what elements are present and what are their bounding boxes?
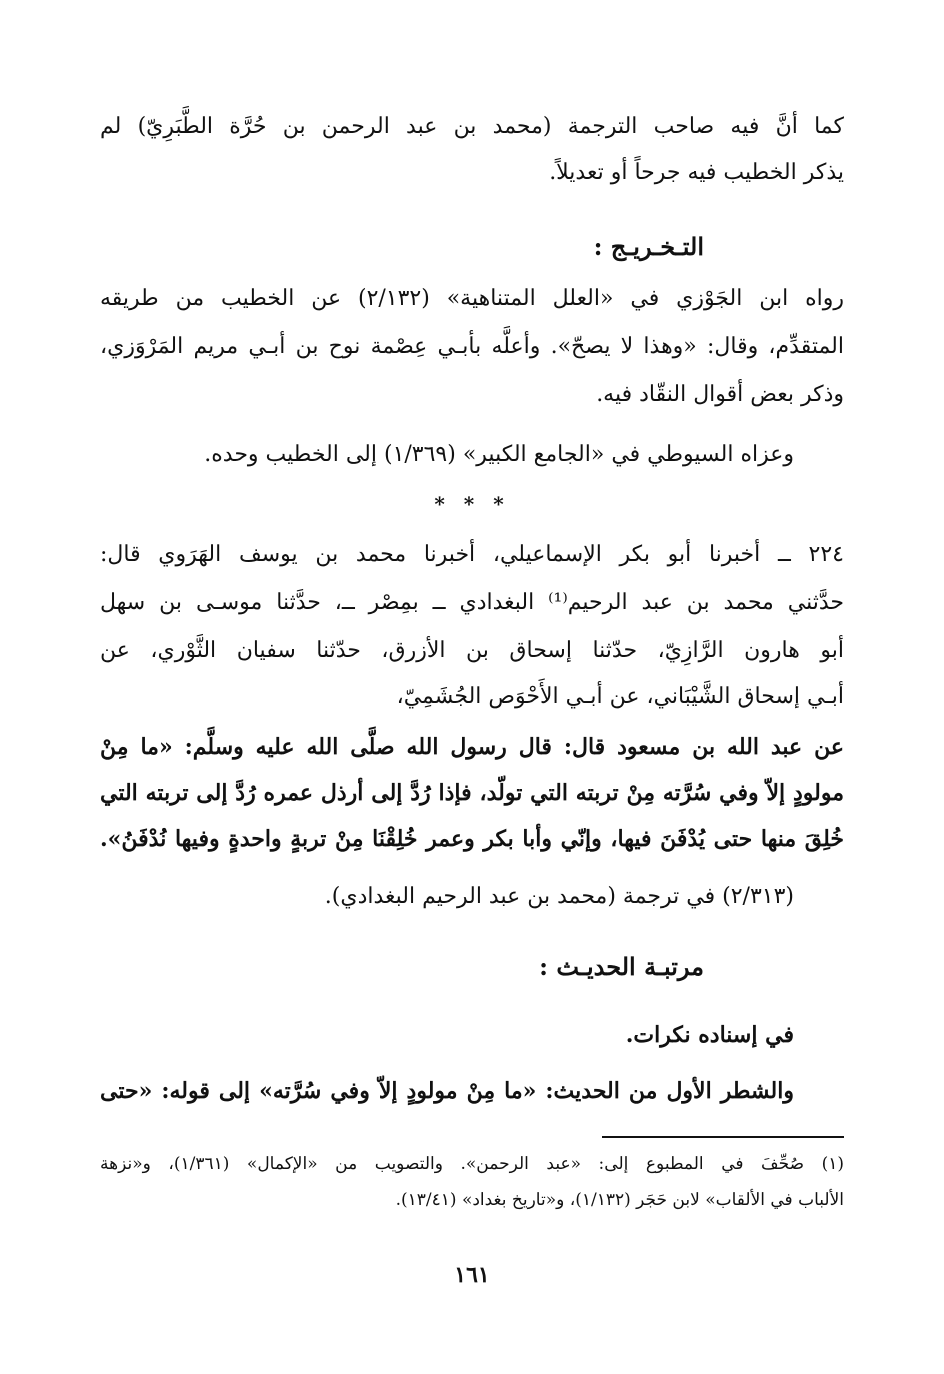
footnote-line: الألباب في الألقاب» لابن حَجَر (١/١٣٢)، و«تاريخ بغداد» (١٣/٤١). — [395, 1190, 844, 1210]
paragraph-line: وذكر بعض أقوال النقّاد فيه. — [596, 382, 844, 407]
paragraph-line: يذكر الخطيب فيه جرحاً أو تعديلاً. — [549, 160, 844, 185]
hadith-isnad-line: ٢٢٤ ــ أخبرنا أبو بكر الإسماعيلي، أخبرنا محمد بن يوسف الهَرَوي قال: — [100, 542, 844, 567]
rutba-text: والشطر الأول من الحديث: «ما مِنْ مولودٍ إلاّ وفي سُرَّته» إلى قوله: «حتى — [100, 1078, 794, 1104]
section-heading-rutba: مرتبـة الحديـث : — [539, 952, 704, 981]
hadith-isnad-line: أبو هارون الرَّازِيّ، حدّثنا إسحاق بن الأزرق، حدّثنا سفيان الثَّوْري، عن — [100, 638, 844, 663]
paragraph-line: وعزاه السيوطي في «الجامع الكبير» (١/٣٦٩) إلى الخطيب وحده. — [204, 442, 794, 467]
paragraph-line: رواه ابن الجَوْزي في «العلل المتناهية» (٢/١٣٢) عن الخطيب من طريقه — [100, 286, 844, 311]
section-heading-takhrij: التـخـريـج : — [593, 232, 704, 261]
hadith-matn-line: عن عبد الله بن مسعود قال: قال رسول الله صلَّى الله عليه وسلَّم: «ما مِنْ — [100, 734, 844, 760]
section-separator: * * * — [434, 492, 510, 516]
hadith-isnad-line: أبـي إسحاق الشَّيْبَاني، عن أبـي الأَحْوَص الجُشَمِيّ، — [396, 684, 844, 709]
footnote-line: (١) صُحِّفَ في المطبوع إلى: «عبد الرحمن». والتصويب من «الإكمال» (١/٣٦١)، و«نزهة — [100, 1154, 845, 1174]
paragraph-line: المتقدِّم، وقال: «وهذا لا يصحّ». وأعلَّه بأبـي عِصْمة نوح بن أبـي مريم المَرْوَزي، — [100, 334, 844, 359]
rutba-text: في إسناده نكرات. — [625, 1022, 794, 1048]
hadith-matn-line: خُلِقَ منها حتى يُدْفَنَ فيها، وإنّي وأبا بكر وعمر خُلِقْنَا مِنْ تربةٍ واحدةٍ وفيها نُدْفَنُ». — [100, 826, 844, 852]
hadith-isnad-line: حدَّثني محمد بن عبد الرحيم⁽¹⁾ البغدادي ــ بمِصْر ــ، حدَّثنا موسـى بن سهل — [100, 590, 844, 615]
paragraph-line: كما أنَّ فيه صاحب الترجمة (محمد بن عبد الرحمن بن حُرَّة الطَّبَرِيّ) لم — [100, 114, 844, 139]
footnote-divider — [602, 1136, 844, 1138]
hadith-matn-line: مولودٍ إلاّ وفي سُرَّته مِنْ تربته التي تولّد، فإذا رُدَّ إلى أرذل عمره رُدَّ إلى تربته التي — [100, 780, 844, 806]
page-number: ١٦١ — [454, 1262, 490, 1288]
hadith-reference: (٢/٣١٣) في ترجمة (محمد بن عبد الرحيم البغدادي). — [324, 884, 794, 909]
